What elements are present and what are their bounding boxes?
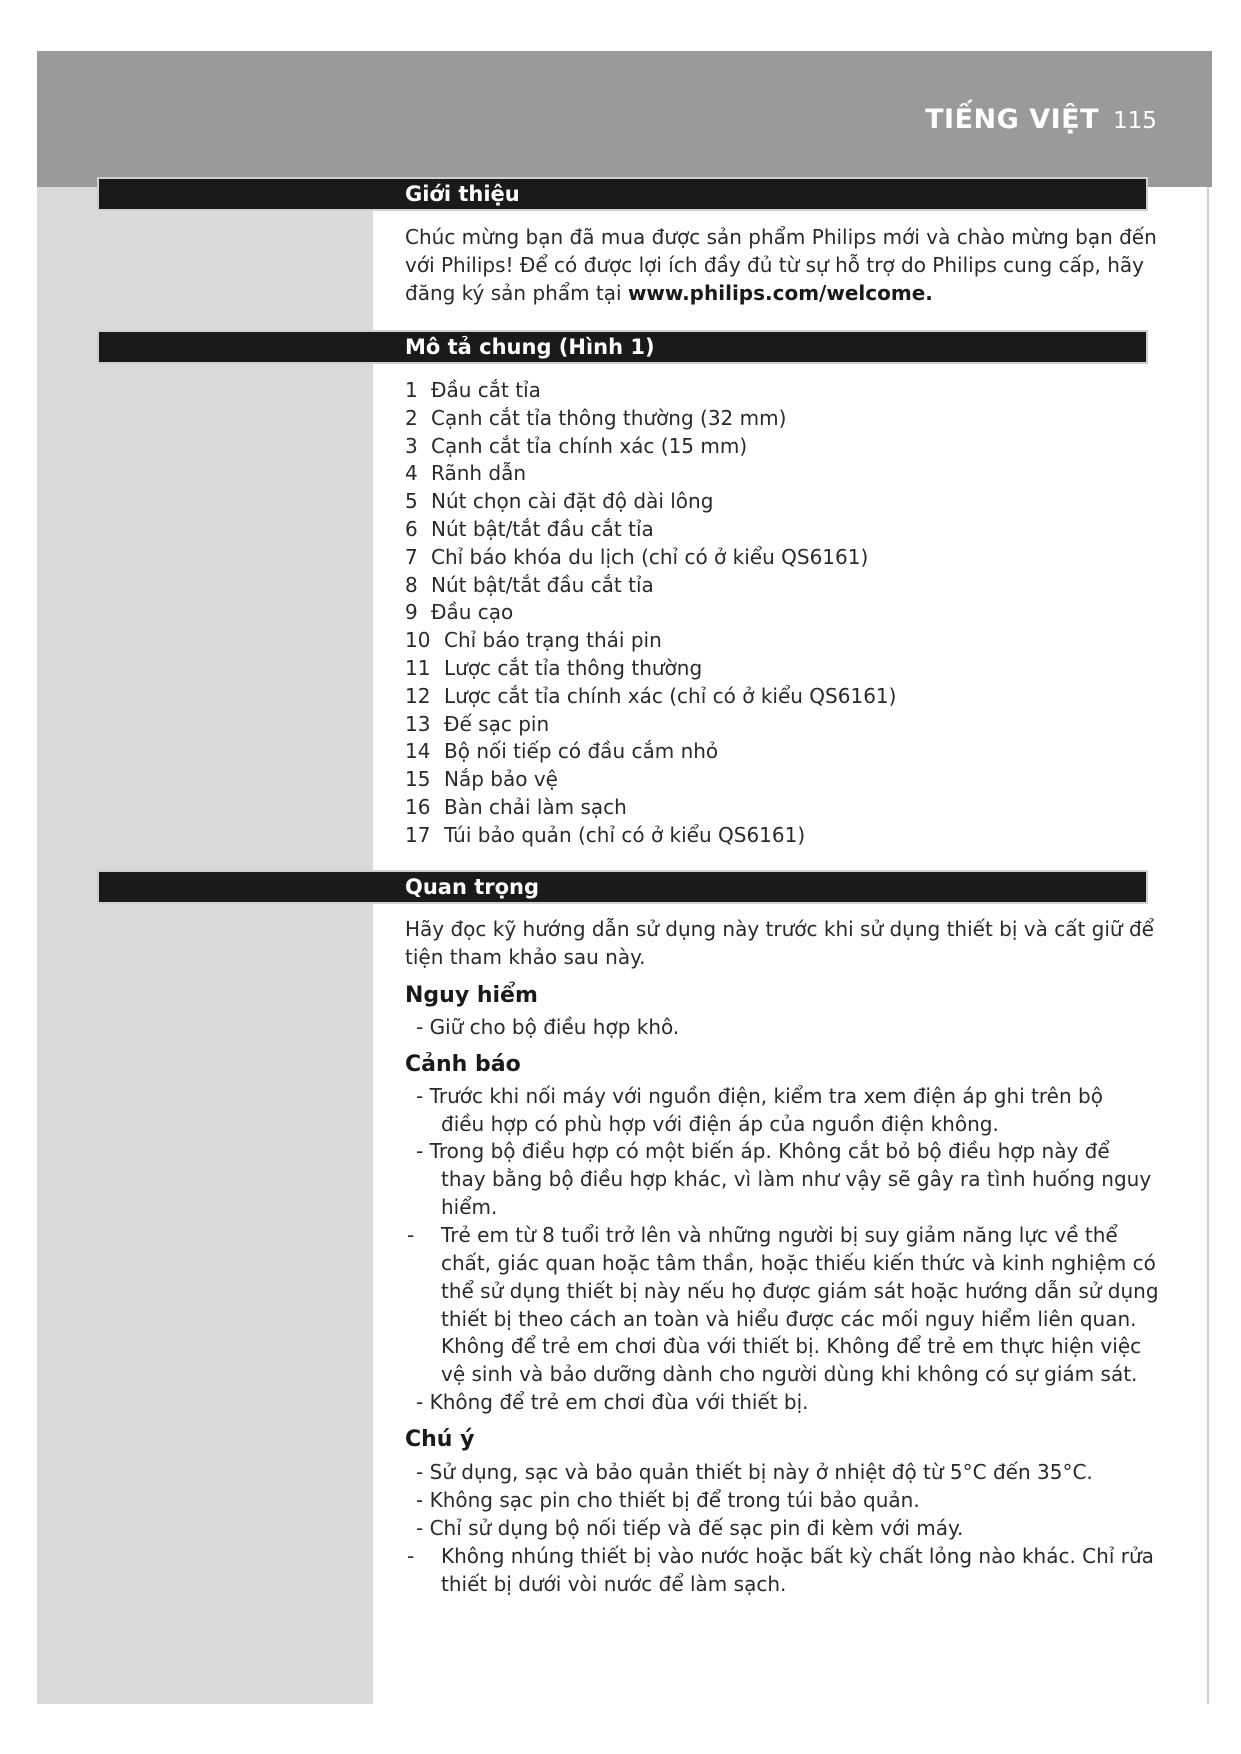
warning-heading: Cảnh báo (405, 1052, 521, 1077)
parts-list-text: Bàn chải làm sạch (444, 795, 627, 819)
parts-list-text: Đầu cạo (431, 600, 514, 624)
parts-list-item (405, 654, 702, 682)
parts-list-item (405, 598, 513, 626)
warning-line-9: thiết bị theo cách an toàn và hiểu được các mối nguy hiểm liên quan. (441, 1307, 1137, 1331)
warning-line-4: thay bằng bộ điều hợp khác, vì làm như vậy sẽ gây ra tình huống nguy (441, 1167, 1152, 1191)
parts-list-text: Nút bật/tắt đầu cắt tỉa (431, 517, 654, 541)
page-number: 115 (1113, 108, 1157, 134)
warning-line-1: - Trước khi nối máy với nguồn điện, kiểm tra xem điện áp ghi trên bộ (416, 1084, 1103, 1108)
parts-list-number: 8 (405, 573, 418, 597)
parts-list-item (405, 626, 662, 654)
parts-list-item (405, 432, 747, 460)
parts-list-number: 16 (405, 795, 431, 819)
section-bar-important (97, 870, 1148, 904)
parts-list-number: 1 (405, 378, 418, 402)
parts-list-text: Chỉ báo trạng thái pin (444, 628, 662, 652)
danger-heading: Nguy hiểm (405, 983, 538, 1008)
warning-line-10: Không để trẻ em chơi đùa với thiết bị. Không để trẻ em thực hiện việc (441, 1334, 1142, 1358)
warning-line-11: vệ sinh và bảo dưỡng dành cho người dùng khi không có sự giám sát. (441, 1362, 1138, 1386)
parts-list-item (405, 765, 558, 793)
parts-list-number: 17 (405, 823, 431, 847)
parts-list-item (405, 543, 868, 571)
important-intro-line-2: tiện tham khảo sau này. (405, 945, 646, 969)
parts-list-text: Cạnh cắt tỉa thông thường (32 mm) (431, 406, 787, 430)
parts-list-item (405, 737, 718, 765)
caution-line-2: - Không sạc pin cho thiết bị để trong túi bảo quản. (416, 1488, 920, 1512)
parts-list-item (405, 459, 526, 487)
page-edge-line (1207, 187, 1209, 1704)
parts-list-item (405, 404, 786, 432)
parts-list-number: 15 (405, 767, 431, 791)
parts-list-number: 12 (405, 684, 431, 708)
parts-list-text: Lược cắt tỉa chính xác (chỉ có ở kiểu QS6161) (444, 684, 897, 708)
caution-heading: Chú ý (405, 1427, 475, 1452)
parts-list-number: 11 (405, 656, 431, 680)
section-title-general: Mô tả chung (Hình 1) (405, 335, 655, 359)
parts-list-item (405, 793, 627, 821)
parts-list-item (405, 821, 805, 849)
parts-list-number: 4 (405, 461, 418, 485)
parts-list-text: Nắp bảo vệ (444, 767, 558, 791)
parts-list-text: Chỉ báo khóa du lịch (chỉ có ở kiểu QS6161) (431, 545, 869, 569)
danger-line-1: - Giữ cho bộ điều hợp khô. (416, 1015, 680, 1039)
caution-line-3: - Chỉ sử dụng bộ nối tiếp và đế sạc pin đi kèm với máy. (416, 1516, 964, 1540)
parts-list-item (405, 487, 713, 515)
welcome-url: www.philips.com/welcome. (627, 281, 933, 305)
parts-list-text: Rãnh dẫn (431, 461, 527, 485)
caution-line-5: thiết bị dưới vòi nước để làm sạch. (441, 1572, 787, 1596)
left-margin-column (37, 187, 373, 1704)
warning-line-5: hiểm. (441, 1195, 498, 1219)
warning-line-3: - Trong bộ điều hợp có một biến áp. Không cắt bỏ bộ điều hợp này để (416, 1139, 1110, 1163)
intro-line-3 (405, 279, 933, 307)
parts-list-text: Cạnh cắt tỉa chính xác (15 mm) (431, 434, 748, 458)
parts-list-item (405, 682, 896, 710)
intro-line-2: với Philips! Để có được lợi ích đầy đủ từ sự hỗ trợ do Philips cung cấp, hãy (405, 253, 1145, 277)
intro-line-1: Chúc mừng bạn đã mua được sản phẩm Philips mới và chào mừng bạn đến (405, 225, 1157, 249)
parts-list-number: 7 (405, 545, 418, 569)
parts-list-text: Bộ nối tiếp có đầu cắm nhỏ (444, 739, 719, 763)
warning-dash-6: - (407, 1223, 415, 1247)
warning-line-7: chất, giác quan hoặc tâm thần, hoặc thiếu kiến thức và kinh nghiệm có (441, 1251, 1156, 1275)
warning-line-2: điều hợp có phù hợp với điện áp của nguồn điện không. (441, 1112, 999, 1136)
parts-list-number: 6 (405, 517, 418, 541)
parts-list-number: 14 (405, 739, 431, 763)
intro-line-3-text: đăng ký sản phẩm tại (405, 281, 628, 305)
warning-line-8: thể sử dụng thiết bị này nếu họ được giám sát hoặc hướng dẫn sử dụng (441, 1279, 1159, 1303)
caution-line-4: Không nhúng thiết bị vào nước hoặc bất kỳ chất lỏng nào khác. Chỉ rửa (441, 1544, 1154, 1568)
parts-list-item (405, 710, 549, 738)
parts-list-text: Nút bật/tắt đầu cắt tỉa (431, 573, 654, 597)
parts-list-number: 3 (405, 434, 418, 458)
parts-list-text: Túi bảo quản (chỉ có ở kiểu QS6161) (444, 823, 806, 847)
warning-line-6: Trẻ em từ 8 tuổi trở lên và những người bị suy giảm năng lực về thể (441, 1223, 1118, 1247)
parts-list-text: Nút chọn cài đặt độ dài lông (431, 489, 714, 513)
parts-list-item (405, 571, 654, 599)
parts-list-text: Lược cắt tỉa thông thường (444, 656, 703, 680)
caution-line-1: - Sử dụng, sạc và bảo quản thiết bị này ở nhiệt độ từ 5°C đến 35°C. (416, 1460, 1093, 1484)
parts-list-number: 13 (405, 712, 431, 736)
parts-list-item (405, 515, 654, 543)
caution-dash-4: - (407, 1544, 415, 1568)
section-title-important: Quan trọng (405, 875, 540, 899)
section-title-intro: Giới thiệu (405, 182, 520, 206)
language-heading: TIẾNG VIỆT (925, 104, 1099, 135)
parts-list-number: 9 (405, 600, 418, 624)
warning-line-12: - Không để trẻ em chơi đùa với thiết bị. (416, 1390, 809, 1414)
parts-list-number: 2 (405, 406, 418, 430)
section-bar-intro (97, 177, 1148, 211)
important-intro-line-1: Hãy đọc kỹ hướng dẫn sử dụng này trước khi sử dụng thiết bị và cất giữ để (405, 917, 1154, 941)
parts-list-item (405, 376, 541, 404)
parts-list-number: 5 (405, 489, 418, 513)
parts-list-text: Đế sạc pin (444, 712, 550, 736)
parts-list-number: 10 (405, 628, 431, 652)
parts-list-text: Đầu cắt tỉa (431, 378, 541, 402)
